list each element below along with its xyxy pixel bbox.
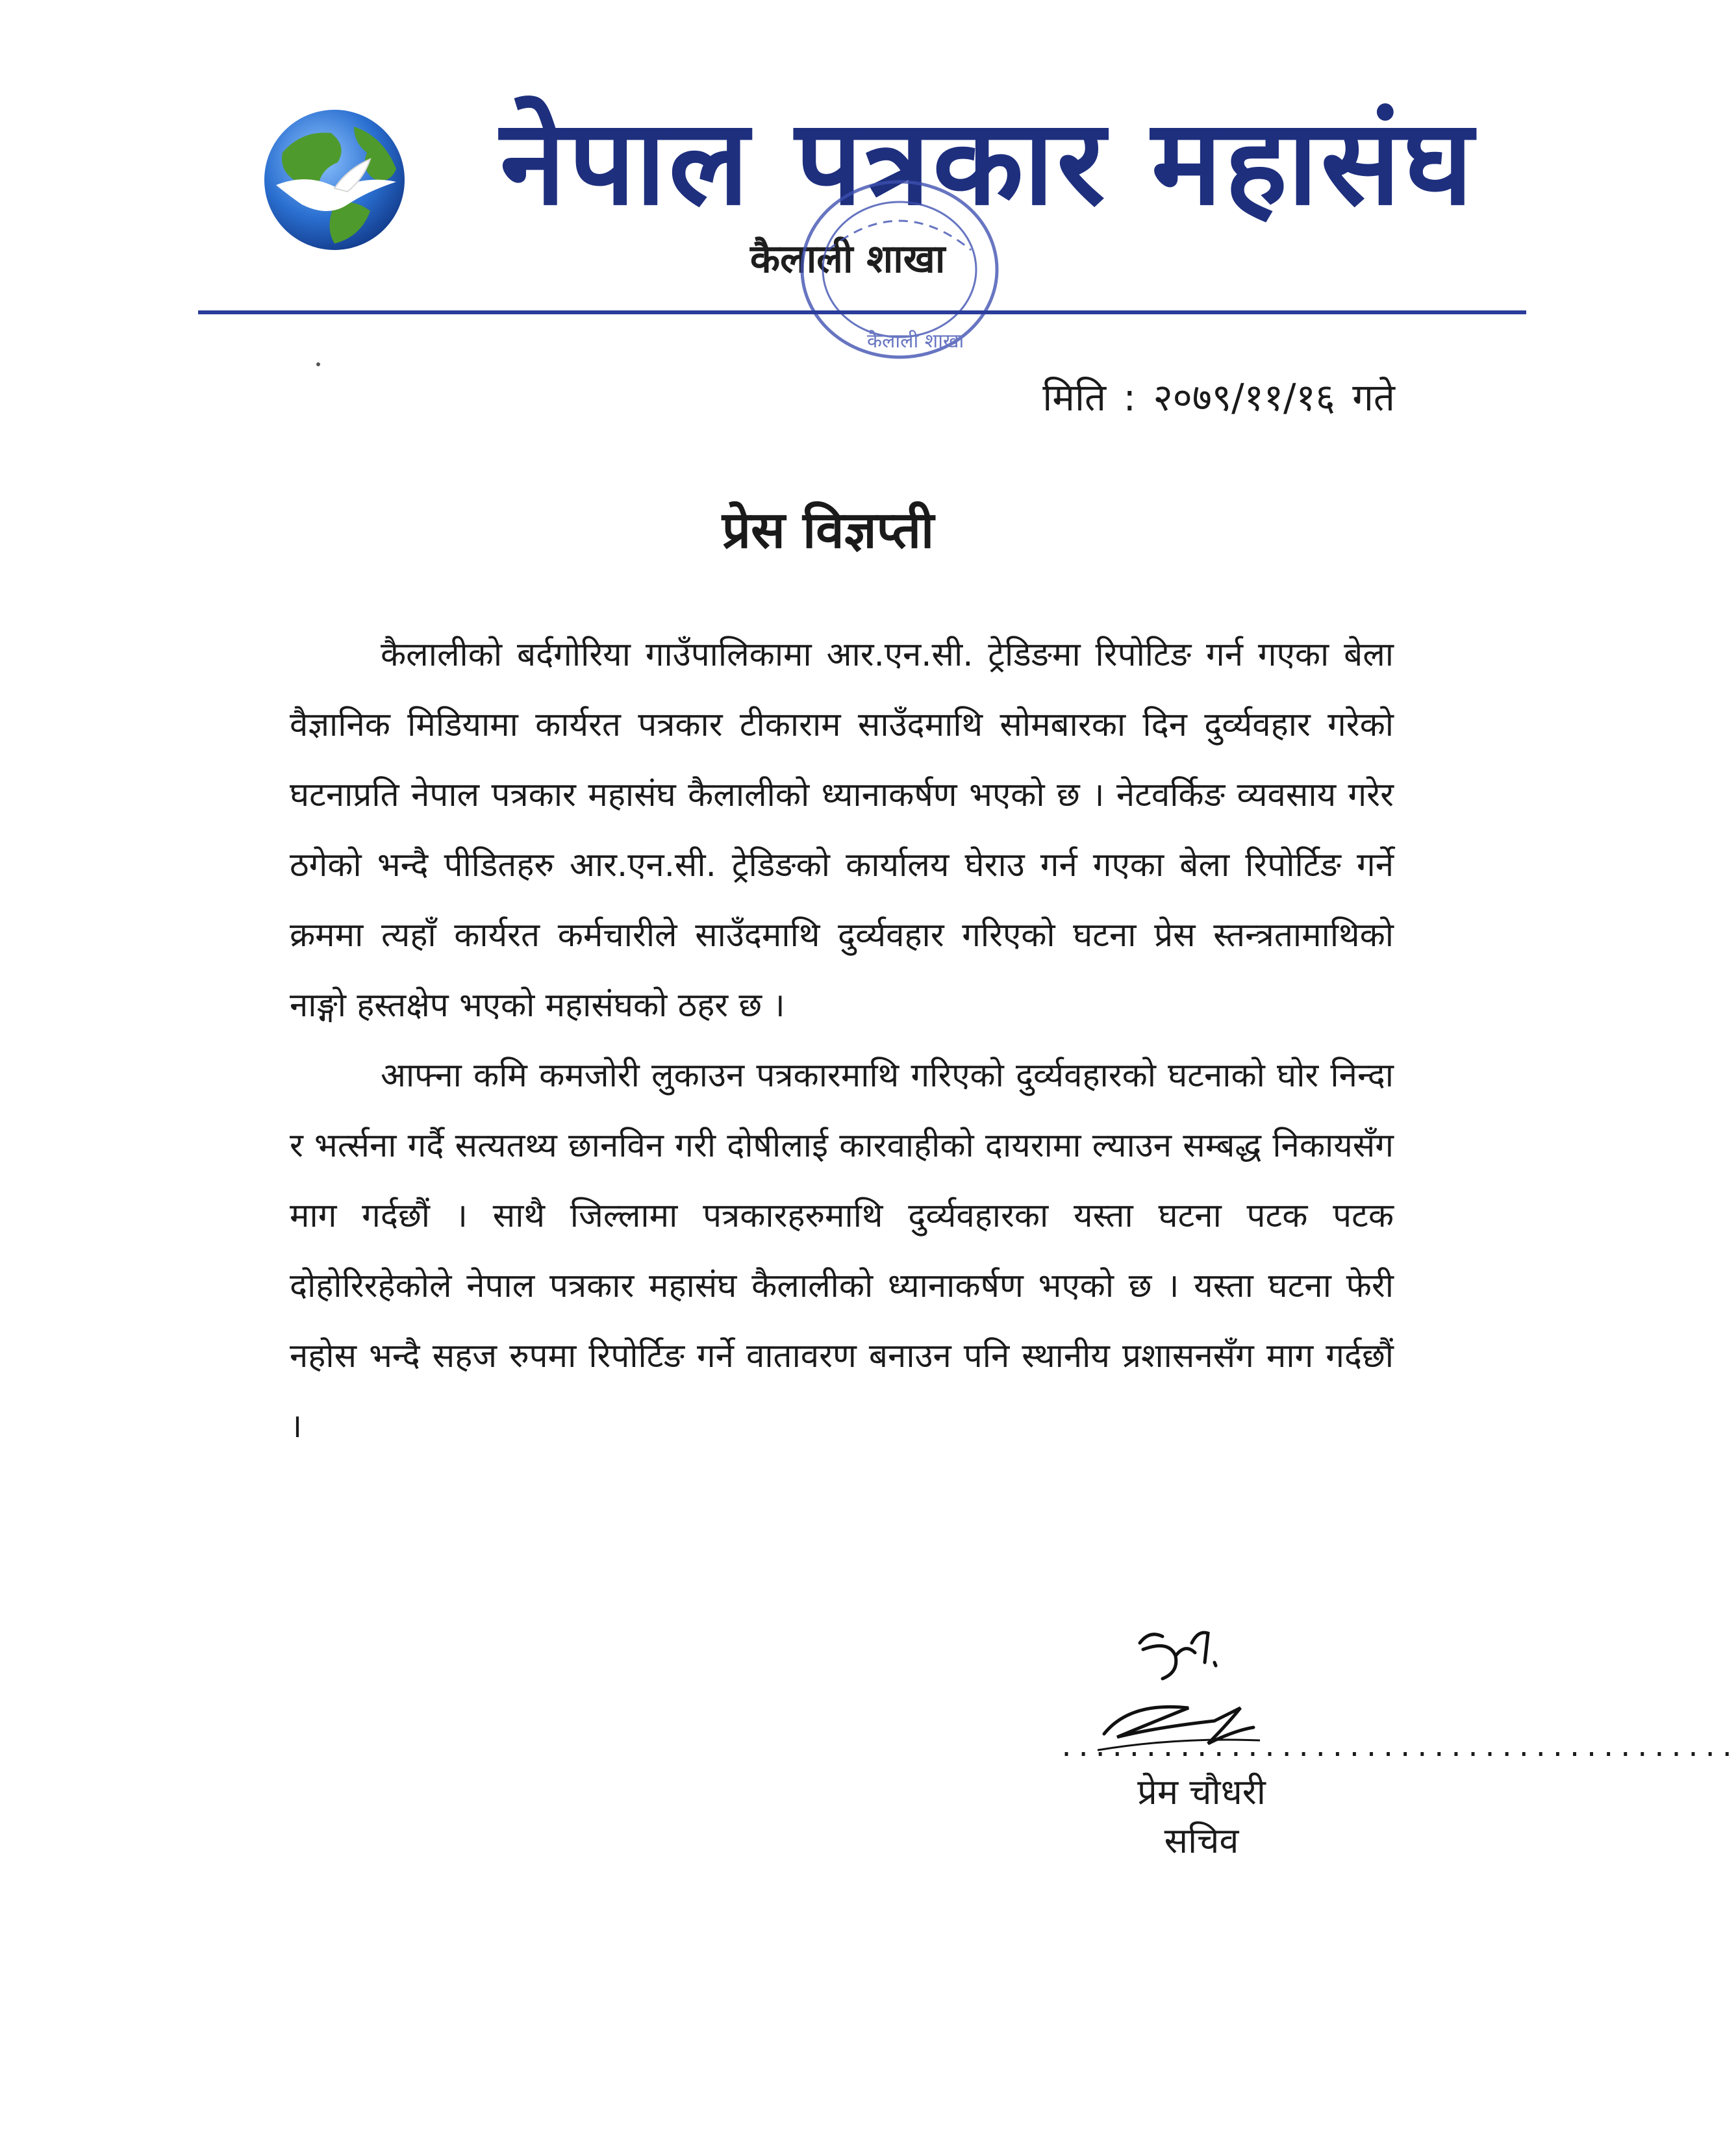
branch-name: कैलाली शाखा: [750, 236, 946, 282]
letterhead-divider: [198, 310, 1526, 314]
signer-title: सचिव: [1164, 1820, 1239, 1861]
round-office-seal-icon: [789, 172, 1010, 367]
organization-title: नेपाल पत्रकार महासंघ: [500, 94, 1476, 231]
globe-with-dove-icon: [257, 107, 412, 253]
press-release-body: [290, 620, 1394, 1462]
scan-speck: [316, 362, 320, 366]
date-line: मिति : २०७९/११/१६ गते: [1042, 375, 1395, 420]
body-paragraph-1: कैलालीको बर्दगोरिया गाउँपालिकामा आर.एन.सी. ट्रेडिङमा रिपोटिङ गर्न गएका बेला वैज्ञानिक मिडियामा कार्यरत पत्रकार टीकाराम साउँदमाथि सोमबारका दिन दुर्व्यवहार गरेको घटनाप्रति नेपाल पत्रकार महासंघ कैलालीको ध्यानाकर्षण भएको छ । नेटवर्किङ व्यवसाय गरेर ठगेको भन्दै पीडितहरु आर.एन.सी. ट्रेडिङको कार्यालय घेराउ गर्न गएका बेला रिपोर्टिङ गर्ने क्रममा त्यहाँ कार्यरत कर्मचारीले साउँदमाथि दुर्व्यवहार गरिएको घटना प्रेस स्तन्त्रतामाथिको नाङ्गो हस्तक्षेप भएको महासंघको ठहर छ ।: [290, 636, 1394, 1025]
body-paragraph-2: आफ्ना कमि कमजोरी लुकाउन पत्रकारमाथि गरिएको दुर्व्यवहारको घटनाको घोर निन्दा र भर्त्सना गर्दै सत्यतथ्य छानविन गरी दोषीलाई कारवाहीको दायरामा ल्याउन सम्बद्ध निकायसँग माग गर्दछौं । साथै जिल्लामा पत्रकारहरुमाथि दुर्व्यवहारका यस्ता घटना पटक पटक दोहोरिरहेकोले नेपाल पत्रकार महासंघ कैलालीको ध्यानाकर्षण भएको छ । यस्ता घटना फेरी नहोस भन्दै सहज रुपमा रिपोर्टिङ गर्ने वातावरण बनाउन पनि स्थानीय प्रशासनसँग माग गर्दछौं ।: [290, 1057, 1394, 1446]
seal-text: कैलाली शाखा: [867, 330, 964, 353]
signature-line: ........................................: [1059, 1733, 1736, 1762]
signer-name: प्रेम चौधरी: [1137, 1772, 1266, 1812]
document-heading: प्रेस विज्ञप्ती: [722, 501, 935, 560]
